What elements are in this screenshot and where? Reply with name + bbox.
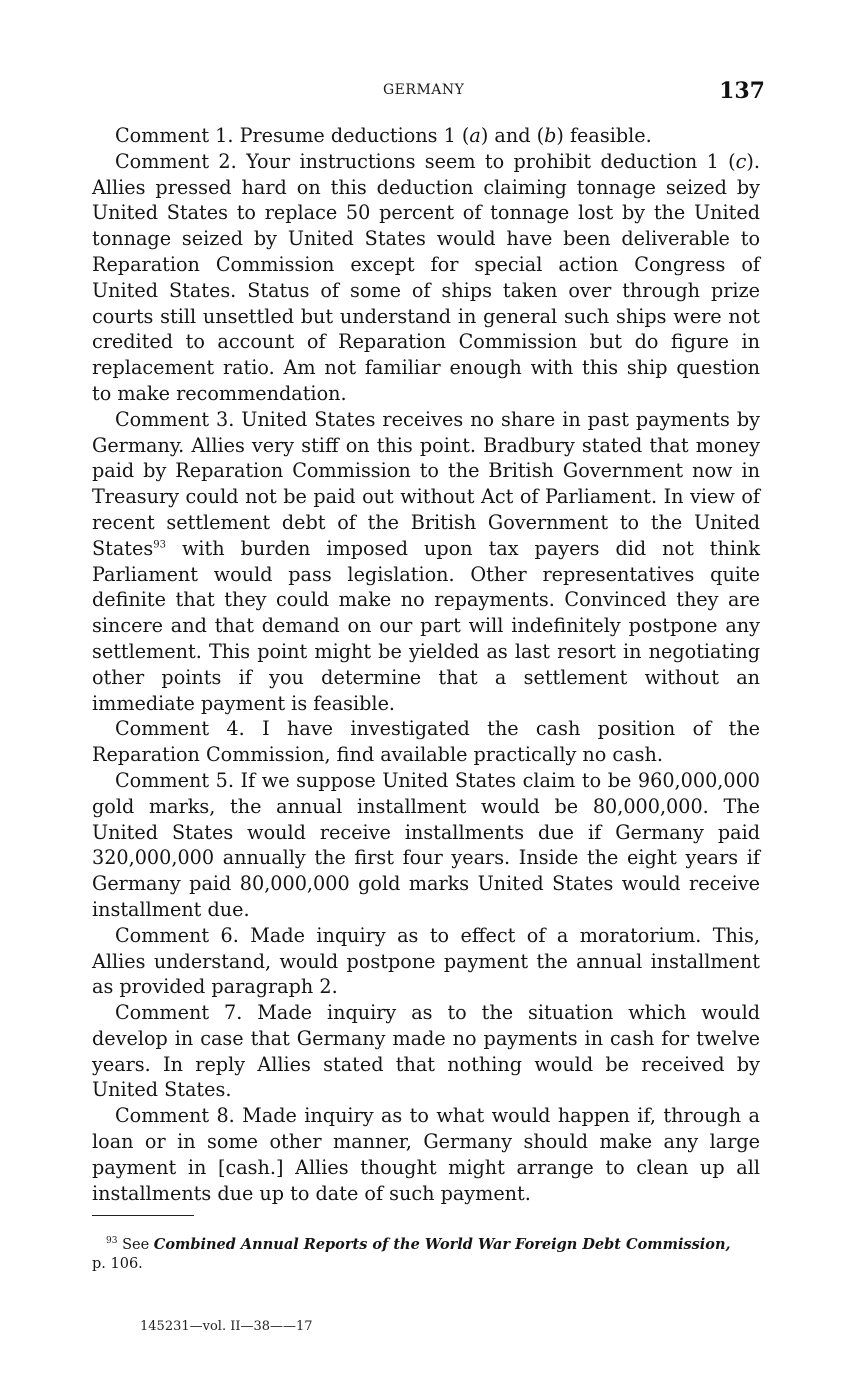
deduction-letter-a: a (469, 124, 481, 147)
comment-paragraph-7 (92, 1000, 760, 1103)
footnote-source-title: Combined Annual Reports of the World War Foreign Debt Commission, (153, 1235, 731, 1253)
comment-label: Comment 2. (115, 149, 237, 173)
comment-label: Comment 7. (115, 1001, 243, 1025)
comment-text: ) and ( (480, 124, 545, 147)
comment-paragraph-4 (92, 716, 760, 768)
comment-text: I have investigated the cash position of the Reparation Commission, find available practically no cash. (92, 717, 760, 767)
body-text (92, 123, 760, 1206)
deduction-letter-b: b (544, 124, 557, 147)
comment-paragraph-5 (92, 768, 760, 923)
running-head (0, 78, 857, 108)
comment-label: Comment 6. (115, 923, 239, 947)
comment-text: If we suppose United States claim to be 960,000,000 gold marks, the annual installment would be 80,000,000. The United States would receive installments due if Germany paid 320,000,000 annually the first four years. Inside the eight years if Germany paid 80,000,000 gold marks United States would receive installment due. (92, 768, 760, 921)
comment-label: Comment 1. (115, 124, 234, 147)
comment-text: Made inquiry as to effect of a moratorium. This, Allies understand, would postpone payment the annual installment as provided paragraph 2. (92, 923, 760, 999)
footnote-reference[interactable]: 93 (153, 539, 166, 551)
deduction-letter-c: c (735, 149, 747, 173)
footnote-mark: 93 (106, 1236, 118, 1246)
comment-label: Comment 5. (115, 768, 234, 792)
comment-text: Your instructions seem to prohibit deduction 1 ( (246, 149, 736, 173)
comment-paragraph-6 (92, 923, 760, 1000)
comment-label: Comment 3. (115, 407, 235, 431)
comment-paragraph-2 (92, 149, 760, 407)
comment-label: Comment 4. (115, 717, 245, 741)
comment-label: Comment 8. (115, 1104, 235, 1128)
comment-text: United States receives no share in past payments by Germany. Allies very stiff on this point. Bradbury stated that money paid by Reparation Commission to the British Government now in Treasury could not be paid out without Act of Parliament. In view of recent settlement debt of the British Government to the United States (92, 407, 760, 560)
footnote-page: p. 106. (92, 1255, 143, 1272)
page-title: GERMANY (383, 82, 465, 98)
comment-text: Made inquiry as to the situation which would develop in case that Germany made no payments in cash for twelve years. In reply Allies stated that nothing would be received by United States. (92, 1001, 760, 1102)
comment-paragraph-1 (92, 123, 760, 149)
comment-paragraph-8 (92, 1103, 760, 1206)
comment-text: ). Allies pressed hard on this deduction claiming tonnage seized by United States to replace 50 percent of tonnage lost by the United tonnage seized by United States would have been deliverable to Reparation Commission except for special action Congress of United States. Status of some of ships taken over through prize courts still unsettled but understand in general such ships were not credited to account of Reparation Commission but do figure in replacement ratio. Am not familiar enough with this ship question to make recommendation. (92, 149, 760, 405)
printer-imprint: 145231—vol. II—38——17 (140, 1319, 313, 1334)
footnote-divider (92, 1215, 194, 1216)
comment-text: Made inquiry as to what would happen if, through a loan or in some other manner, Germany should make any large payment in [cash.] Allies thought might arrange to clean up all installments due up to date of such payment. (92, 1104, 760, 1205)
comment-paragraph-3 (92, 407, 760, 717)
page-number: 137 (719, 78, 765, 104)
comment-text: ) feasible. (556, 124, 652, 147)
footnote-see: See (122, 1236, 150, 1253)
comment-text: with burden imposed upon tax payers did not think Parliament would pass legislation. Other representatives quite definite that they could make no repayments. Convinced they are sincere and that demand on our part will indefinitely postpone any settlement. This point might be yielded as last resort in negotiating other points if you determine that a settlement without an immediate payment is feasible. (92, 536, 760, 715)
footnote (92, 1232, 760, 1274)
comment-text: Presume deductions 1 ( (239, 124, 470, 147)
